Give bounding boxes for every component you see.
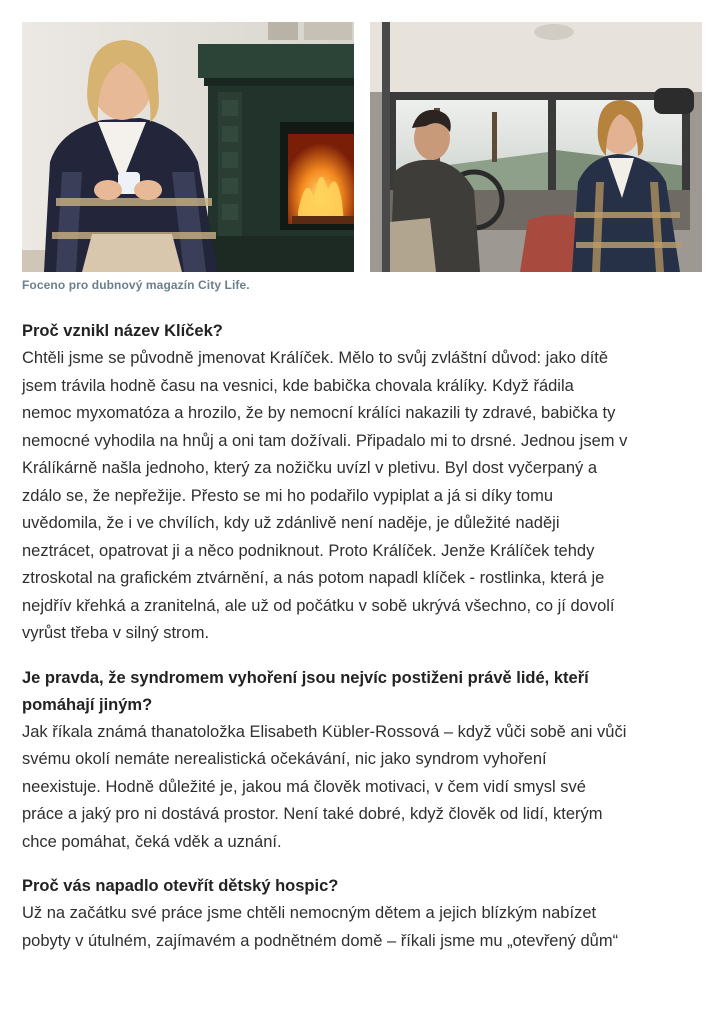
answer-line: Už na začátku své práce jsme chtěli nemocným dětem a jejich blízkým nabízet [22, 904, 597, 922]
answer-paragraph [22, 719, 706, 857]
answer-line: Jak říkala známá thanatoložka Elisabeth Kübler-Rossová – když vůči sobě ani vůči [22, 722, 627, 741]
answer-line: práce a jaký pro ni dostává prostor. Není také dobré, když člověk od lidí, kterým [22, 805, 603, 823]
fireplace-portrait-image [22, 22, 354, 272]
answer-line: chce pomáhat, čeká vděk a uznání. [22, 832, 282, 851]
answer-line: svému okolí nemáte nerealistická očekávání, nic jako syndrom vyhoření [22, 750, 547, 768]
answer-line: vyrůst třeba v silný strom. [22, 624, 210, 642]
answer-line: pobyty v útulném, zajímavém a podnětném domě – říkali jsme mu „otevřený dům“ [22, 931, 619, 950]
answer-line: uvědomila, že i ve chvílích, kdy už zdánlivě není naděje, je důležité naději [22, 514, 560, 532]
bus-portrait-image [370, 22, 702, 272]
question-heading [22, 318, 706, 345]
answer-line: ztroskotal na grafickém ztvárnění, a nás potom napadl klíček - rostlinka, která je [22, 569, 605, 587]
photo-caption: Foceno pro dubnový magazín City Life. [22, 278, 250, 292]
answer-paragraph [22, 345, 706, 648]
answer-line: nejdřív křehká a zranitelná, ale už od počátku v sobě ukrývá všechno, co jí dovolí [22, 596, 615, 615]
answer-paragraph [22, 900, 706, 955]
question-line: Proč vznikl název Klíček? [22, 322, 223, 340]
answer-line: neztrácet, opatrovat ji a něco podniknout. Proto Králíček. Jenže Králíček tehdy [22, 541, 595, 560]
portrait-fireplace-photo-icon [22, 22, 354, 272]
question-heading [22, 665, 706, 719]
qa-section-hospice [22, 873, 706, 955]
question-line: Proč vás napadlo otevřít dětský hospic? [22, 877, 339, 895]
question-heading [22, 873, 706, 900]
portrait-bus-photo-icon [370, 22, 702, 272]
answer-line: Králíkárně našla jednoho, který za nožičku uvízl v pletivu. Byl dost vyčerpaný a [22, 459, 598, 477]
answer-line: jsem trávila hodně času na vesnici, kde babička chovala králíky. Když řádila [22, 376, 574, 395]
qa-section-burnout [22, 665, 706, 857]
answer-line: zdálo se, že nepřežije. Přesto se mi ho podařilo vypiplat a já si díky tomu [22, 486, 554, 505]
photo-row [22, 22, 702, 272]
qa-section-name-origin [22, 318, 706, 648]
answer-line: Chtěli jsme se původně jmenovat Králíček. Mělo to svůj zvláštní důvod: jako dítě [22, 349, 609, 367]
answer-line: nemoc myxomatóza a hrozilo, že by nemocní králíci nakazili ty zdravé, babička ty [22, 404, 616, 422]
question-line: pomáhají jiným? [22, 695, 153, 714]
answer-line: nemocné vyhodila na hnůj a oni tam dožívali. Připadalo mi to drsné. Jednou jsem v [22, 431, 628, 450]
interview-article [22, 318, 706, 972]
question-line: Je pravda, že syndromem vyhoření jsou nejvíc postiženi právě lidé, kteří [22, 668, 589, 687]
answer-line: neexistuje. Hodně důležité je, jakou má člověk motivaci, v čem vidí smysl své [22, 777, 586, 796]
